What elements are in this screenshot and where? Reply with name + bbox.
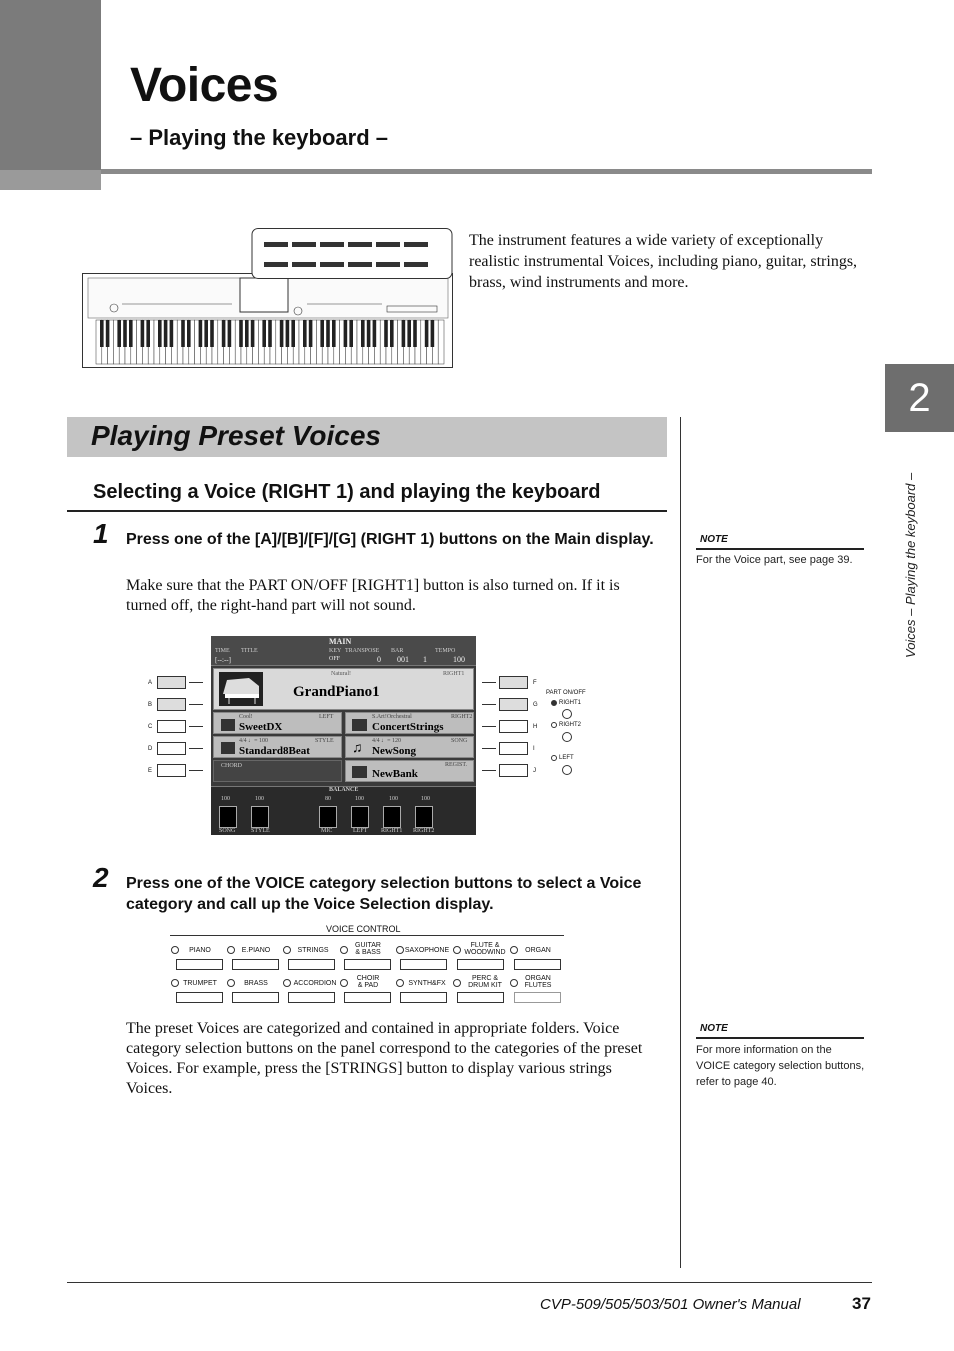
black-key xyxy=(407,320,411,347)
black-key xyxy=(280,320,284,347)
button-f[interactable] xyxy=(499,676,528,689)
black-key xyxy=(106,320,110,347)
step-number-1: 1 xyxy=(93,518,109,549)
footer-manual-title: CVP-509/505/503/501 Owner's Manual xyxy=(540,1296,801,1313)
fader-label: LEFT xyxy=(353,828,368,834)
balance-value: 100 xyxy=(389,796,398,802)
fader-style[interactable] xyxy=(251,806,269,828)
regist-label: REGIST. xyxy=(445,762,468,768)
voice-control-rule xyxy=(170,935,564,936)
fader-label: RIGHT1 xyxy=(381,828,403,834)
voice-button-brass[interactable] xyxy=(232,992,279,1003)
balance-value: 100 xyxy=(255,796,264,802)
left-side-buttons xyxy=(145,667,211,777)
side-letter: A xyxy=(148,680,153,686)
lcd-label: KEY xyxy=(329,648,342,654)
black-key xyxy=(413,320,417,347)
chord-label: CHORD xyxy=(221,763,243,769)
strings-icon xyxy=(352,719,367,731)
black-key xyxy=(320,320,324,347)
led-synth-fx xyxy=(396,979,404,987)
black-key xyxy=(402,320,406,347)
leader-line xyxy=(482,748,496,749)
side-letter: F xyxy=(533,680,537,686)
side-letter: I xyxy=(533,746,535,752)
note-label-2: NOTE xyxy=(700,1023,728,1034)
black-key xyxy=(291,320,295,347)
black-key xyxy=(367,320,371,347)
voice-name-left: SweetDX xyxy=(239,721,283,733)
voice-tag: S.Art!Orchestral xyxy=(372,714,412,720)
header-gray-strip xyxy=(0,170,101,190)
voice-label-piano: PIANO xyxy=(189,947,211,954)
led-saxophone xyxy=(396,946,404,954)
lcd-label: TEMPO xyxy=(435,648,456,654)
balance-value: 100 xyxy=(355,796,364,802)
led-left xyxy=(551,755,557,761)
note-label-1: NOTE xyxy=(700,534,728,545)
lcd-beat: 1 xyxy=(423,655,427,664)
black-key xyxy=(268,320,272,347)
part-label-left: LEFT xyxy=(559,755,574,761)
side-letter: D xyxy=(148,746,153,752)
part-label-right1: RIGHT1 xyxy=(559,700,582,706)
side-letter: J xyxy=(533,768,536,774)
button-a[interactable] xyxy=(157,676,186,689)
part-button-right2[interactable] xyxy=(562,732,572,742)
page-subtitle: – Playing the keyboard – xyxy=(130,125,388,150)
voice-label-guitar-bass: GUITAR & BASS xyxy=(355,942,381,956)
black-key xyxy=(199,320,203,347)
voice-control-panel xyxy=(166,923,566,1005)
black-key xyxy=(384,320,388,347)
fader-label: SONG xyxy=(219,828,236,834)
intro-text: The instrument features a wide variety of exceptionally realistic instrumental Voices, including piano, guitar, strings, brass, wind instruments and more. xyxy=(469,232,858,291)
button-j[interactable] xyxy=(499,764,528,777)
led-organ-flutes xyxy=(510,979,518,987)
voice-label-organ-flutes: ORGAN FLUTES xyxy=(524,975,552,989)
part-onoff-title: PART ON/OFF xyxy=(546,690,586,696)
part-label: RIGHT2 xyxy=(451,714,473,720)
lcd-tempo: 100 xyxy=(453,655,465,664)
black-key xyxy=(425,320,429,347)
step-number-2: 2 xyxy=(93,862,109,893)
keyboard-icon xyxy=(221,719,235,731)
black-key xyxy=(262,320,266,347)
black-key xyxy=(344,320,348,347)
black-key xyxy=(123,320,127,347)
button-c[interactable] xyxy=(157,720,186,733)
led-brass xyxy=(227,979,235,987)
led-perc-drum xyxy=(453,979,461,987)
fader-label: RIGHT2 xyxy=(413,828,435,834)
side-letter: E xyxy=(148,768,153,774)
footer-rule xyxy=(67,1282,872,1283)
fader-label: STYLE xyxy=(251,828,270,834)
subheading: Selecting a Voice (RIGHT 1) and playing the keyboard xyxy=(93,481,601,503)
step-title-2: Press one of the VOICE category selection buttons to select a Voice category and call up the Voice Selection display. xyxy=(126,875,642,913)
black-key xyxy=(303,320,307,347)
black-key xyxy=(100,320,104,347)
part-label-right2: RIGHT2 xyxy=(559,722,582,728)
lcd-label: TRANSPOSE xyxy=(345,648,380,654)
lcd-time: [--:--] xyxy=(215,656,231,664)
voice-button-guitar-bass[interactable] xyxy=(344,959,391,970)
black-key xyxy=(181,320,185,347)
button-i[interactable] xyxy=(499,742,528,755)
led-accordion xyxy=(283,979,291,987)
button-h[interactable] xyxy=(499,720,528,733)
black-key xyxy=(309,320,313,347)
voice-label-choir-pad: CHOIR & PAD xyxy=(356,975,380,989)
black-key xyxy=(129,320,133,347)
note-rule-1 xyxy=(696,548,864,550)
voice-button-epiano[interactable] xyxy=(232,959,279,970)
voice-button-accordion[interactable] xyxy=(288,992,335,1003)
black-key xyxy=(222,320,226,347)
style-icon xyxy=(221,742,235,754)
note-text-2: For more information on the VOICE category selection buttons, refer to page 40. xyxy=(696,1044,865,1088)
header-rule xyxy=(101,169,872,174)
lcd-header: MAIN xyxy=(329,637,352,646)
lcd-key: OFF xyxy=(329,656,341,662)
part-label: LEFT xyxy=(319,714,334,720)
voice-button-organ[interactable] xyxy=(514,959,561,970)
leader-line xyxy=(482,726,496,727)
leader-line xyxy=(189,748,203,749)
voice-label-strings: STRINGS xyxy=(297,947,329,954)
led-strings xyxy=(283,946,291,954)
black-key xyxy=(349,320,353,347)
balance-label: BALANCE xyxy=(329,787,359,793)
voice-button-trumpet[interactable] xyxy=(176,992,223,1003)
step-title-1: Press one of the [A]/[B]/[F]/[G] (RIGHT 1) buttons on the Main display. xyxy=(126,531,654,548)
style-meta: 4/4 ♩= 100 xyxy=(239,738,269,744)
voice-button-strings[interactable] xyxy=(288,959,335,970)
leader-line xyxy=(482,770,496,771)
black-key xyxy=(332,320,336,347)
voice-button-perc-drum[interactable] xyxy=(457,992,504,1003)
step-body-1: Make sure that the PART ON/OFF [RIGHT1] button is also turned on. If it is turned off, the right-hand part will not sound. xyxy=(126,577,620,614)
leader-line xyxy=(482,682,496,683)
header-gray-block xyxy=(0,0,101,190)
lcd-label: TIME xyxy=(215,648,230,654)
song-label: SONG xyxy=(451,738,468,744)
part-label: RIGHT1 xyxy=(443,671,465,677)
bank-name: NewBank xyxy=(372,768,418,780)
black-key xyxy=(117,320,121,347)
piano-icon xyxy=(219,672,263,706)
black-key xyxy=(210,320,214,347)
led-epiano xyxy=(227,946,235,954)
part-button-right1[interactable] xyxy=(562,709,572,719)
fader-mic[interactable] xyxy=(319,806,337,828)
style-label: STYLE xyxy=(315,738,334,744)
music-note-icon: ♫ xyxy=(352,739,363,755)
part-onoff-group xyxy=(546,690,596,780)
led-organ xyxy=(510,946,518,954)
voice-tag: Cool! xyxy=(239,714,253,720)
button-b[interactable] xyxy=(157,698,186,711)
black-key xyxy=(390,320,394,347)
black-key xyxy=(141,320,145,347)
right-side-buttons xyxy=(480,667,546,777)
voice-button-flute-woodwind[interactable] xyxy=(457,959,504,970)
leader-line xyxy=(189,682,203,683)
side-letter: C xyxy=(148,724,153,730)
voice-button-organ-flutes[interactable] xyxy=(514,992,561,1003)
black-key xyxy=(431,320,435,347)
step-body-2: The preset Voices are categorized and contained in appropriate folders. Voice category selection buttons on the panel correspond to the categories of the preset Voices. For example, press the [STRINGS] button to display various strings Voices. xyxy=(126,1020,643,1097)
voice-label-trumpet: TRUMPET xyxy=(183,980,217,987)
lcd-label: BAR xyxy=(391,648,404,654)
note-text-1: For the Voice part, see page 39. xyxy=(696,554,853,566)
led-choir-pad xyxy=(340,979,348,987)
side-running-label: Voices – Playing the keyboard – xyxy=(903,472,918,658)
led-flute-woodwind xyxy=(453,946,461,954)
subheading-rule xyxy=(67,510,667,512)
black-key xyxy=(245,320,249,347)
page-number: 37 xyxy=(852,1294,871,1313)
lcd-transpose: 0 xyxy=(377,655,381,664)
voice-button-synth-fx[interactable] xyxy=(400,992,447,1003)
black-key xyxy=(373,320,377,347)
button-g[interactable] xyxy=(499,698,528,711)
voice-button-choir-pad[interactable] xyxy=(344,992,391,1003)
black-key xyxy=(146,320,150,347)
song-meta: 4/4 ♩= 120 xyxy=(372,738,402,744)
balance-value: 100 xyxy=(221,796,230,802)
black-key xyxy=(251,320,255,347)
leader-line xyxy=(482,704,496,705)
fader-label: MIC xyxy=(321,828,333,834)
lcd-label: TITLE xyxy=(241,648,258,654)
led-piano xyxy=(171,946,179,954)
lcd-bar: 001 xyxy=(397,655,409,664)
side-letter: H xyxy=(533,724,538,730)
side-running-text xyxy=(897,450,927,660)
voice-label-accordion: ACCORDION xyxy=(293,980,337,987)
balance-value: 100 xyxy=(421,796,430,802)
button-d[interactable] xyxy=(157,742,186,755)
voice-label-saxophone: SAXOPHONE xyxy=(404,947,450,954)
leader-line xyxy=(189,704,203,705)
black-key xyxy=(170,320,174,347)
white-key xyxy=(438,320,444,364)
black-key xyxy=(158,320,162,347)
black-key xyxy=(204,320,208,347)
led-trumpet xyxy=(171,979,179,987)
main-display xyxy=(211,636,476,835)
led-right2 xyxy=(551,722,557,728)
column-divider xyxy=(680,417,681,1268)
song-name: NewSong xyxy=(372,745,417,757)
black-key xyxy=(228,320,232,347)
button-e[interactable] xyxy=(157,764,186,777)
led-right1 xyxy=(551,700,557,706)
voice-button-saxophone[interactable] xyxy=(400,959,447,970)
style-name: Standard8Beat xyxy=(239,745,310,757)
voice-label-brass: BRASS xyxy=(244,980,268,987)
bank-icon xyxy=(352,766,367,778)
black-key xyxy=(164,320,168,347)
note-rule-2 xyxy=(696,1037,864,1039)
black-key xyxy=(361,320,365,347)
balance-value: 80 xyxy=(325,796,331,802)
voice-control-title: VOICE CONTROL xyxy=(326,924,401,934)
black-key xyxy=(326,320,330,347)
voice-label-epiano: E.PIANO xyxy=(241,947,271,954)
led-guitar-bass xyxy=(340,946,348,954)
fader-right2[interactable] xyxy=(415,806,433,828)
voice-label-synth-fx: SYNTH&FX xyxy=(408,980,446,987)
voice-label-perc-drum: PERC & DRUM KIT xyxy=(468,975,502,989)
side-letter: B xyxy=(148,702,153,708)
keyboard-illustration xyxy=(82,228,454,368)
voice-tag: Natural! xyxy=(331,671,351,677)
black-key xyxy=(286,320,290,347)
chapter-tab: 2 xyxy=(885,364,954,432)
page-title: Voices xyxy=(130,59,279,112)
voice-name-right1: GrandPiano1 xyxy=(293,684,380,700)
black-key xyxy=(239,320,243,347)
voice-label-organ: ORGAN xyxy=(525,947,551,954)
voice-button-piano[interactable] xyxy=(176,959,223,970)
black-key xyxy=(187,320,191,347)
voice-label-flute-woodwind: FLUTE & WOODWIND xyxy=(464,942,506,956)
fader-right1[interactable] xyxy=(383,806,401,828)
fader-left[interactable] xyxy=(351,806,369,828)
part-button-left[interactable] xyxy=(562,765,572,775)
fader-song[interactable] xyxy=(219,806,237,828)
side-letter: G xyxy=(533,702,538,708)
leader-line xyxy=(189,726,203,727)
voice-name-right2: ConcertStrings xyxy=(372,721,444,733)
leader-line xyxy=(189,770,203,771)
section-title: Playing Preset Voices xyxy=(91,420,381,451)
